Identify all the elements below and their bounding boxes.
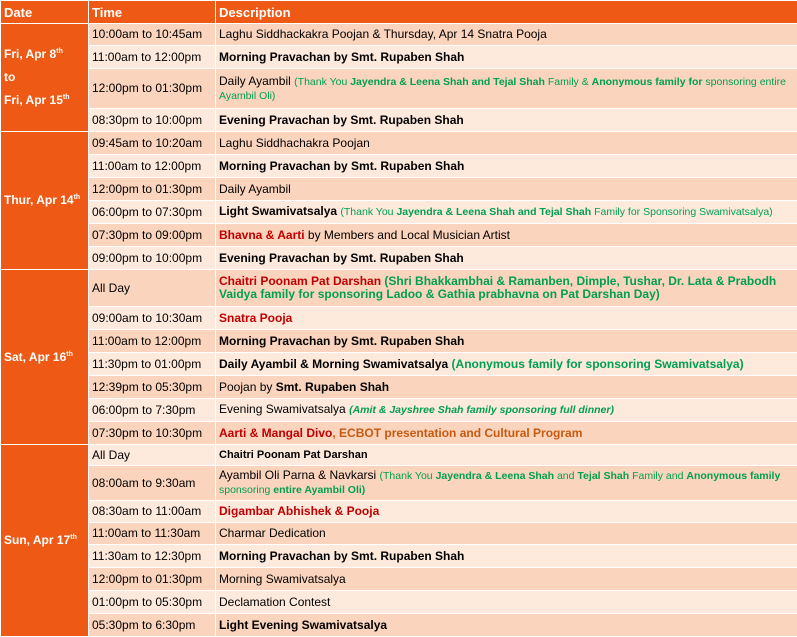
time-cell: 09:00am to 10:30am	[89, 307, 216, 330]
activity-text: Aarti & Mangal Divo	[219, 426, 332, 440]
description-cell: Morning Swamivatsalya	[216, 568, 797, 591]
activity-text: Bhavna & Aarti	[219, 228, 305, 242]
date-text: Fri, Apr 15	[4, 93, 63, 107]
sponsor-text: (Thank You	[294, 76, 347, 88]
table-row	[1, 69, 797, 109]
description-cell: Charmar Dedication	[216, 523, 797, 545]
activity-detail: by Members and Local Musician Artist	[308, 228, 510, 242]
activity-text: Evening Swamivatsalya	[219, 402, 346, 416]
time-cell: All Day	[89, 270, 216, 307]
date-text: Thur, Apr 14	[4, 193, 74, 207]
sponsor-text: (Thank You	[340, 206, 393, 218]
date-cell	[1, 445, 89, 637]
time-cell: 10:00am to 10:45am	[89, 24, 216, 46]
date-suffix: th	[56, 48, 63, 55]
time-cell: 11:00am to 12:00pm	[89, 330, 216, 353]
table-row	[1, 178, 797, 201]
sponsor-text: sponsoring	[219, 484, 270, 496]
presenter-name: Smt. Rupaben Shah	[276, 380, 389, 394]
activity-text: Daily Ayambil	[219, 74, 291, 88]
time-cell: 09:45am to 10:20am	[89, 132, 216, 155]
time-cell: 11:30am to 12:30pm	[89, 545, 216, 568]
description-cell: Digambar Abhishek & Pooja	[216, 501, 797, 523]
date-text: Sun, Apr 17	[4, 533, 70, 547]
description-cell: Chaitri Poonam Pat Darshan	[216, 445, 797, 466]
sponsor-text: entire Ayambil Oli)	[273, 484, 365, 496]
time-cell: 11:00am to 11:30am	[89, 523, 216, 545]
date-text: Fri, Apr 8	[4, 47, 56, 61]
sponsor-text: (Amit & Jayshree Shah family sponsoring full dinner)	[349, 404, 614, 416]
time-cell: 11:30pm to 01:00pm	[89, 353, 216, 376]
description-cell	[216, 69, 797, 109]
description-cell	[216, 224, 797, 247]
time-header: Time	[89, 1, 216, 24]
table-row	[1, 523, 797, 545]
date-text: Sat, Apr 16	[4, 350, 66, 364]
date-header: Date	[1, 1, 89, 24]
description-cell: Snatra Pooja	[216, 307, 797, 330]
table-row	[1, 445, 797, 466]
table-row	[1, 24, 797, 46]
table-row	[1, 591, 797, 614]
table-row	[1, 307, 797, 330]
description-cell: Laghu Siddhackakra Poojan & Thursday, Apr 14 Snatra Pooja	[216, 24, 797, 46]
time-cell: 09:00pm to 10:00pm	[89, 247, 216, 270]
table-row	[1, 422, 797, 445]
table-row	[1, 501, 797, 523]
description-cell: Light Evening Swamivatsalya	[216, 614, 797, 637]
description-cell	[216, 399, 797, 422]
date-cell	[1, 24, 89, 132]
sponsor-text: (Shri Bhakkambhai & Ramanben, Dimple, Tushar, Dr. Lata & Prabodh Vaidya family for sponsoring Ladoo & Gathia prabhavna on Pat Darshan Day)	[219, 274, 776, 301]
time-cell: 08:30am to 11:00am	[89, 501, 216, 523]
description-cell	[216, 466, 797, 501]
sponsor-name: Anonymous family	[686, 470, 780, 482]
description-cell	[216, 353, 797, 376]
table-row	[1, 155, 797, 178]
description-cell: Morning Pravachan by Smt. Rupaben Shah	[216, 545, 797, 568]
table-row	[1, 224, 797, 247]
table-row	[1, 270, 797, 307]
header-row	[1, 1, 797, 24]
time-cell: 06:00pm to 7:30pm	[89, 399, 216, 422]
table-row	[1, 614, 797, 637]
sponsor-name: Shah	[519, 76, 545, 88]
description-cell: Declamation Contest	[216, 591, 797, 614]
activity-text: Poojan by	[219, 380, 272, 394]
sponsor-text: Family &	[548, 76, 589, 88]
description-cell: Evening Pravachan by Smt. Rupaben Shah	[216, 247, 797, 270]
sponsor-name: Jayendra & Leena Shah and Tejal	[350, 76, 516, 88]
time-cell: 08:00am to 9:30am	[89, 466, 216, 501]
activity-text: Light Swamivatsalya	[219, 204, 337, 218]
date-to: to	[4, 66, 85, 89]
table-row	[1, 466, 797, 501]
time-cell: 12:00pm to 01:30pm	[89, 568, 216, 591]
table-row	[1, 330, 797, 353]
description-cell	[216, 422, 797, 445]
description-cell: Daily Ayambil	[216, 178, 797, 201]
date-suffix: th	[66, 351, 73, 358]
time-cell: 06:00pm to 07:30pm	[89, 201, 216, 224]
sponsor-text: Family and	[632, 470, 683, 482]
sponsor-name: Jayendra & Leena Shah	[436, 470, 554, 482]
sponsor-text: and	[557, 470, 575, 482]
time-cell: 07:30pm to 10:30pm	[89, 422, 216, 445]
sponsor-text: Family for Sponsoring Swamivatsalya)	[594, 206, 773, 218]
time-cell: All Day	[89, 445, 216, 466]
table-row	[1, 132, 797, 155]
description-cell	[216, 376, 797, 399]
table-row	[1, 376, 797, 399]
table-row	[1, 568, 797, 591]
description-cell: Morning Pravachan by Smt. Rupaben Shah	[216, 330, 797, 353]
time-cell: 11:00am to 12:00pm	[89, 155, 216, 178]
table-row	[1, 247, 797, 270]
table-row	[1, 201, 797, 224]
sponsor-name: Shah	[566, 206, 592, 218]
sponsor-name: Tejal Shah	[577, 470, 629, 482]
description-header: Description	[216, 1, 797, 24]
sponsor-text: sponsoring entire Ayambil Oli)	[219, 76, 786, 102]
sponsor-text: (Thank You	[380, 470, 433, 482]
description-cell	[216, 270, 797, 307]
time-cell: 11:00am to 12:00pm	[89, 46, 216, 69]
time-cell: 12:00pm to 01:30pm	[89, 69, 216, 109]
sponsor-text: (Anonymous family for sponsoring Swamivatsalya)	[452, 357, 744, 371]
description-cell	[216, 201, 797, 224]
sponsor-name: Jayendra & Leena Shah and Tejal	[396, 206, 562, 218]
description-cell: Laghu Siddhachakra Poojan	[216, 132, 797, 155]
date-suffix: th	[70, 534, 77, 541]
table-row	[1, 545, 797, 568]
activity-detail: , ECBOT presentation and Cultural Program	[332, 426, 582, 440]
time-cell: 12:00pm to 01:30pm	[89, 178, 216, 201]
table-row	[1, 353, 797, 376]
time-cell: 01:00pm to 05:30pm	[89, 591, 216, 614]
date-suffix: th	[74, 194, 81, 201]
description-cell: Morning Pravachan by Smt. Rupaben Shah	[216, 155, 797, 178]
table-row	[1, 46, 797, 69]
activity-text: Chaitri Poonam Pat Darshan	[219, 274, 381, 288]
time-cell: 05:30pm to 6:30pm	[89, 614, 216, 637]
date-cell	[1, 270, 89, 445]
date-suffix: th	[63, 94, 70, 101]
table-row	[1, 399, 797, 422]
activity-text: Daily Ayambil & Morning Swamivatsalya	[219, 357, 448, 371]
time-cell: 08:30pm to 10:00pm	[89, 109, 216, 132]
table-row	[1, 109, 797, 132]
description-cell: Evening Pravachan by Smt. Rupaben Shah	[216, 109, 797, 132]
description-cell: Morning Pravachan by Smt. Rupaben Shah	[216, 46, 797, 69]
date-cell	[1, 132, 89, 270]
activity-text: Ayambil Oli Parna & Navkarsi	[219, 468, 376, 482]
sponsor-name: Anonymous family	[592, 76, 686, 88]
time-cell: 12:39pm to 05:30pm	[89, 376, 216, 399]
time-cell: 07:30pm to 09:00pm	[89, 224, 216, 247]
sponsor-text: for	[688, 76, 702, 88]
